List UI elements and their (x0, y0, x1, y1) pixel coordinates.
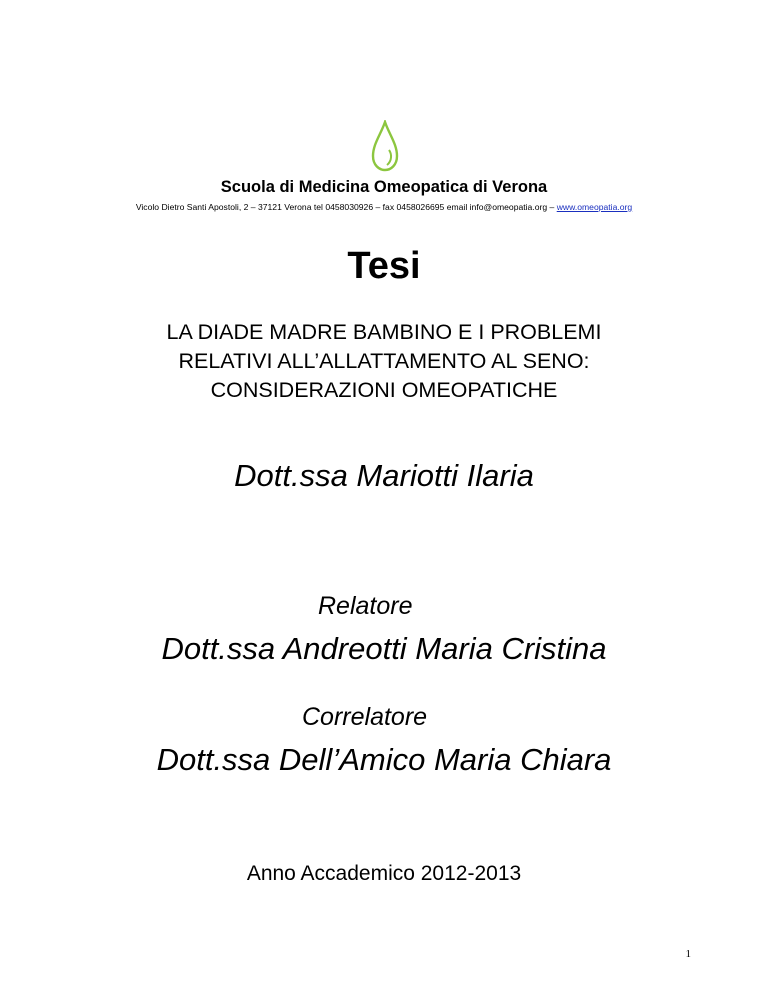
school-address: Vicolo Dietro Santi Apostoli, 2 – 37121 Verona tel 0458030926 – fax 0458026695 email info@omeopatia.org – (135, 202, 557, 212)
thesis-title-line: CONSIDERAZIONI OMEOPATICHE (210, 378, 558, 402)
school-address-line (0, 202, 768, 212)
school-name: Scuola di Medicina Omeopatica di Verona (220, 178, 548, 196)
thesis-title-line: LA DIADE MADRE BAMBINO E I PROBLEMI (166, 320, 602, 344)
green-drop-icon (370, 120, 400, 172)
thesis-label: Tesi (347, 245, 421, 287)
author-name: Dott.ssa Mariotti Ilaria (234, 458, 534, 493)
relatore-name: Dott.ssa Andreotti Maria Cristina (161, 631, 607, 666)
correlatore-label: Correlatore (302, 703, 428, 731)
correlatore-name: Dott.ssa Dell’Amico Maria Chiara (156, 742, 612, 777)
page-number: 1 (685, 948, 691, 960)
website-link[interactable]: www.omeopatia.org (556, 202, 633, 212)
relatore-label: Relatore (318, 592, 413, 620)
academic-year: Anno Accademico 2012-2013 (246, 862, 522, 885)
thesis-title-line: RELATIVI ALL’ALLATTAMENTO AL SENO: (178, 349, 590, 373)
thesis-title (0, 318, 768, 405)
